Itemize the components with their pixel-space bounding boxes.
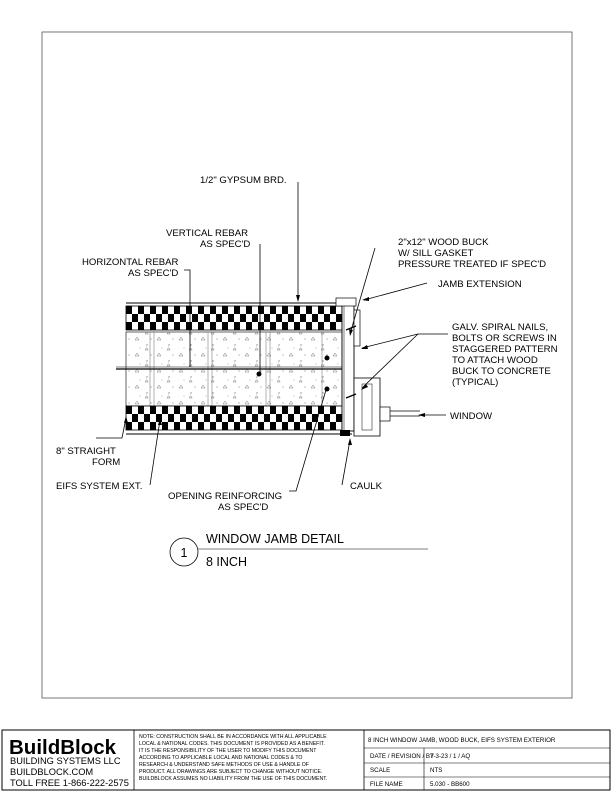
company-phone: TOLL FREE 1-866-222-2575 [10, 778, 129, 788]
foam-panel-top [126, 306, 342, 330]
detail-title-text: WINDOW JAMB DETAIL [206, 532, 344, 546]
label-window: WINDOW [450, 411, 493, 422]
label-wood-buck: 2"x12" WOOD BUCK [398, 237, 489, 248]
label-opening-reinforcing: OPENING REINFORCING [168, 491, 283, 502]
label-nails-5: BUCK TO CONCRETE [452, 366, 551, 377]
gasket [336, 298, 356, 306]
opening-rebar-dot [325, 387, 330, 392]
title-block [2, 730, 610, 790]
disclaimer-line: NOTE: CONSTRUCTION SHALL BE IN ACCORDANCE WITH ALL APPLICABLE [139, 734, 327, 740]
vertical-rebar-dot [257, 372, 262, 377]
label-horizontal-rebar-spec: AS SPEC'D [128, 268, 179, 279]
label-gypsum: 1/2" GYPSUM BRD. [200, 175, 287, 186]
disclaimer-line: ACCORDING TO APPLICABLE LOCAL AND NATIONAL CODES & TO [139, 755, 303, 761]
label-straight-form: 8" STRAIGHT [56, 446, 116, 457]
label-nails-2: BOLTS OR SCREWS IN [452, 333, 557, 344]
wall-section [116, 298, 420, 436]
label-straight-form-2: FORM [92, 457, 121, 468]
label-nails-1: GALV. SPIRAL NAILS, [452, 322, 549, 333]
company-logo: BuildBlock [9, 736, 117, 759]
date-revision-value: 7-3-23 / 1 / AQ [430, 753, 471, 760]
label-wood-buck-treated: PRESSURE TREATED IF SPEC'D [398, 259, 547, 270]
label-nails-6: (TYPICAL) [452, 377, 499, 388]
label-wood-buck-gasket: W/ SILL GASKET [398, 248, 474, 259]
sheet-title: 8 INCH WINDOW JAMB, WOOD BUCK, EIFS SYSTEM EXTERIOR [368, 737, 556, 744]
label-opening-reinforcing-spec: AS SPEC'D [218, 502, 269, 513]
date-revision-label: DATE / REVISION / BY [370, 753, 435, 760]
disclaimer-line: BUILDBLOCK ASSUMES NO LIABILITY FROM THE USE OF THIS DOCUMENT. [139, 776, 328, 782]
label-vertical-rebar-spec: AS SPEC'D [200, 239, 251, 250]
disclaimer-line: IT IS THE RESPONSIBILITY OF THE USER TO MODIFY THIS DOCUMENT [139, 748, 317, 754]
company-website: BUILDBLOCK.COM [10, 767, 94, 777]
caulk-bead [340, 430, 350, 436]
file-name-value: 5.030 - BB600 [430, 781, 470, 788]
jamb-extension [354, 310, 360, 346]
disclaimer-line: PRODUCT. ALL DRAWINGS ARE SUBJECT TO CHANGE WITHOUT NOTICE. [139, 769, 323, 775]
detail-subtitle-text: 8 INCH [206, 555, 247, 569]
label-vertical-rebar: VERTICAL REBAR [166, 228, 249, 239]
label-eifs: EIFS SYSTEM EXT. [56, 481, 143, 492]
foam-panel-bottom [126, 406, 342, 430]
detail-title [170, 532, 428, 569]
detail-number: 1 [180, 546, 188, 560]
disclaimer-line: RESEARCH & UNDERSTAND SAFE METHODS OF USE & HANDLE OF [139, 762, 309, 768]
label-horizontal-rebar: HORIZONTAL REBAR [82, 257, 179, 268]
file-name-label: FILE NAME [370, 781, 403, 788]
scale-label: SCALE [370, 767, 391, 774]
company-name: BUILDING SYSTEMS LLC [10, 756, 121, 766]
window-sash [380, 407, 390, 421]
label-nails-3: STAGGERED PATTERN [452, 344, 558, 355]
scale-value: NTS [430, 767, 443, 774]
label-jamb-extension: JAMB EXTENSION [438, 279, 522, 290]
label-nails-4: TO ATTACH WOOD [452, 355, 538, 366]
disclaimer-line: LOCAL & NATIONAL CODES. THIS DOCUMENT IS PROVIDED AS A BENEFIT. [139, 741, 325, 747]
label-caulk: CAULK [350, 481, 382, 492]
opening-rebar-dot [325, 356, 330, 361]
